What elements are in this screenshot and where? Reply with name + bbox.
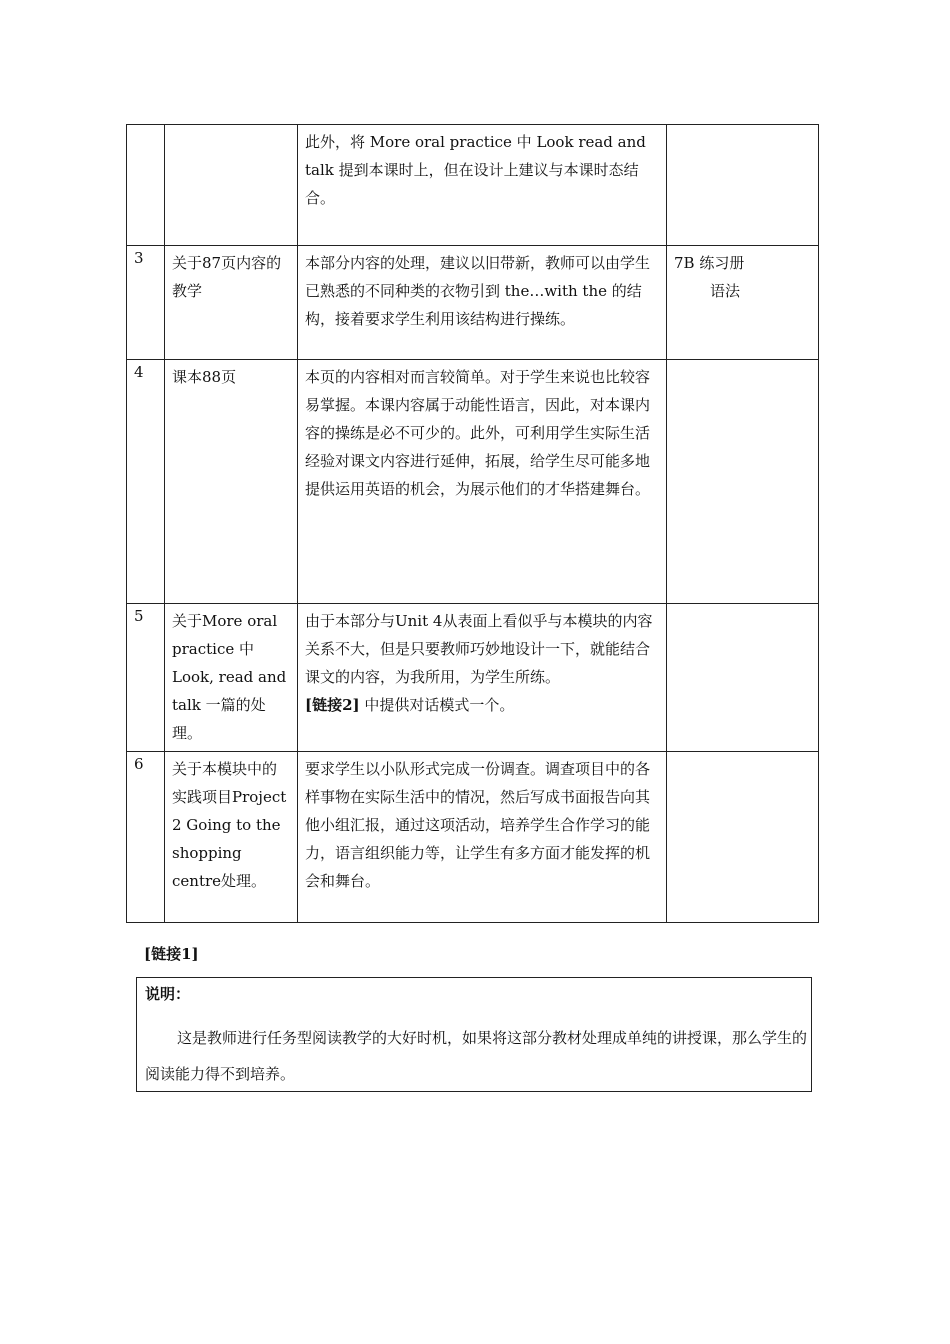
row-topic	[165, 125, 298, 246]
row-reference	[667, 752, 819, 923]
row-number: 5	[127, 604, 165, 752]
note-body: 这是教师进行任务型阅读教学的大好时机，如果将这部分教材处理成单纯的讲授课，那么学生的阅读能力得不到培养。	[145, 1029, 808, 1083]
table-row	[127, 752, 819, 923]
row-reference	[667, 125, 819, 246]
row-content: 本部分内容的处理，建议以旧带新，教师可以由学生已熟悉的不同种类的衣物引到 the…with the 的结构，接着要求学生利用该结构进行操练。	[298, 246, 667, 360]
row-reference	[667, 604, 819, 752]
reference-line: 语法	[710, 282, 741, 300]
note-title: 说明：	[145, 985, 191, 1003]
row-topic: 关于More oral practice 中Look, read and talk 一篇的处理。	[165, 604, 298, 752]
row-number: 3	[127, 246, 165, 360]
row-content: 本页的内容相对而言较简单。对于学生来说也比较容易掌握。本课内容属于动能性语言，因此，对本课内容的操练是必不可少的。此外，可利用学生实际生活经验对课文内容进行延伸，拓展，给学生尽可能多地提供运用英语的机会，为展示他们的才华搭建舞台。	[298, 360, 667, 604]
table-row	[127, 125, 819, 246]
link-2-label: [链接2]	[305, 696, 360, 714]
row-reference	[667, 360, 819, 604]
reference-line: 7B 练习册	[674, 254, 745, 272]
row-number: 4	[127, 360, 165, 604]
link-1-heading: [链接1]	[144, 945, 199, 963]
row-content	[298, 604, 667, 752]
row-topic: 关于本模块中的实践项目Project 2 Going to the shopping centre处理。	[165, 752, 298, 923]
note-box	[136, 977, 812, 1092]
row-content: 要求学生以小队形式完成一份调查。调查项目中的各样事物在实际生活中的情况，然后写成书面报告向其他小组汇报，通过这项活动，培养学生合作学习的能力，语言组织能力等，让学生有多方面才能发挥的机会和舞台。	[298, 752, 667, 923]
row-reference	[667, 246, 819, 360]
row-number: 6	[127, 752, 165, 923]
lesson-plan-table	[126, 124, 819, 923]
row-topic: 课本88页	[165, 360, 298, 604]
link-2-text: 中提供对话模式一个。	[364, 696, 515, 714]
row-content-text: 由于本部分与Unit 4从表面上看似乎与本模块的内容关系不大，但是只要教师巧妙地设计一下，就能结合课文的内容，为我所用，为学生所练。	[305, 612, 653, 686]
table-row	[127, 246, 819, 360]
table-row	[127, 604, 819, 752]
table-row	[127, 360, 819, 604]
row-number	[127, 125, 165, 246]
row-topic: 关于87页内容的教学	[165, 246, 298, 360]
row-content: 此外，将 More oral practice 中 Look read and talk 提到本课时上，但在设计上建议与本课时态结合。	[298, 125, 667, 246]
